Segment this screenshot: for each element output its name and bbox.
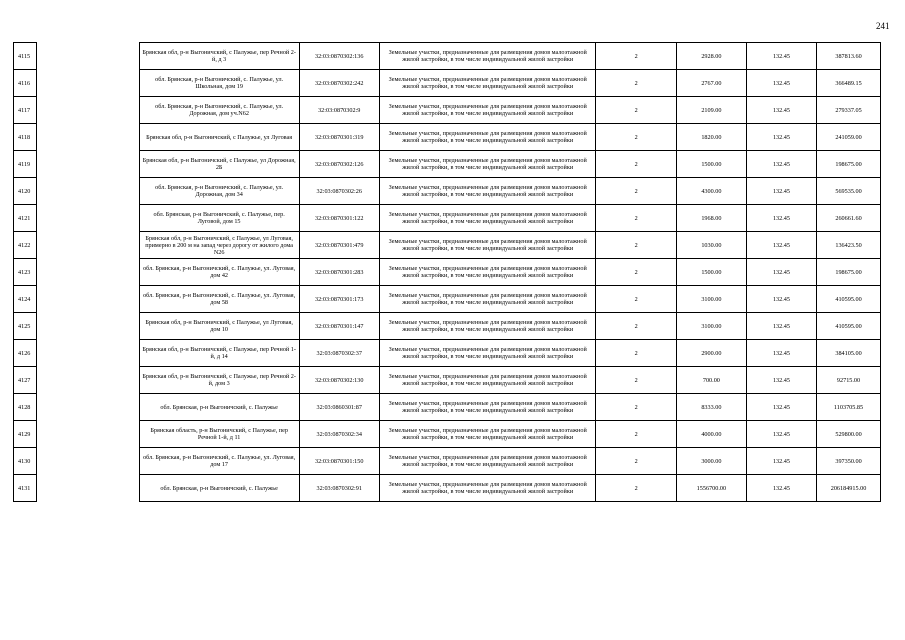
group-cell: 2 xyxy=(596,367,676,394)
cadastral-number-cell: 32:03:0860301:87 xyxy=(299,394,379,421)
land-use-cell: Земельные участки, предназначенные для размещения домов малоэтажной жилой застройки, в том числе индивидуальной жилой застройки xyxy=(379,421,595,448)
cadastral-value-cell: 198675.00 xyxy=(817,259,881,286)
table-row xyxy=(14,205,881,232)
group-cell: 2 xyxy=(596,448,676,475)
address-cell: Брянская обл, р-н Выгоничский, с Палужье, ул Луговая, дом 10 xyxy=(139,313,299,340)
page-number: 241 xyxy=(876,21,890,31)
address-cell: Брянская обл, р-н Выгоничский, с Палужье, пер Речной 2-й, дом 3 xyxy=(139,367,299,394)
land-use-cell: Земельные участки, предназначенные для размещения домов малоэтажной жилой застройки, в том числе индивидуальной жилой застройки xyxy=(379,259,595,286)
group-cell: 2 xyxy=(596,313,676,340)
area-cell: 1968.00 xyxy=(676,205,746,232)
rate-cell: 132.45 xyxy=(746,313,816,340)
address-cell: Брянская обл, р-н Выгоничский, с Палужье, ул Луговая, примерно в 200 м на запад через дорогу от жилого дома N26 xyxy=(139,232,299,259)
table-row xyxy=(14,259,881,286)
table-row xyxy=(14,178,881,205)
table-row xyxy=(14,151,881,178)
group-cell: 2 xyxy=(596,205,676,232)
row-number: 4116 xyxy=(14,70,37,97)
cadastral-number-cell: 32:03:0870301:122 xyxy=(299,205,379,232)
rate-cell: 132.45 xyxy=(746,43,816,70)
empty-cell xyxy=(36,367,139,394)
rate-cell: 132.45 xyxy=(746,97,816,124)
table-row xyxy=(14,70,881,97)
address-cell: Брянская обл, р-н Выгоничский, с Палужье, пер Речной 1-й, д 14 xyxy=(139,340,299,367)
cadastral-value-cell: 241059.00 xyxy=(817,124,881,151)
rate-cell: 132.45 xyxy=(746,259,816,286)
address-cell: Брянская обл, р-н Выгоничский, с Палужье, ул Дорожная, 2Б xyxy=(139,151,299,178)
table-row xyxy=(14,232,881,259)
address-cell: обл. Брянская, р-н Выгоничский, с. Палужье, ул. Луговая, дом 17 xyxy=(139,448,299,475)
area-cell: 2767.00 xyxy=(676,70,746,97)
area-cell: 2928.00 xyxy=(676,43,746,70)
rate-cell: 132.45 xyxy=(746,232,816,259)
group-cell: 2 xyxy=(596,232,676,259)
empty-cell xyxy=(36,151,139,178)
area-cell: 3100.00 xyxy=(676,313,746,340)
cadastral-number-cell: 32:03:0870301:173 xyxy=(299,286,379,313)
empty-cell xyxy=(36,394,139,421)
group-cell: 2 xyxy=(596,151,676,178)
address-cell: обл. Брянская, р-н Выгоничский, с. Палужье, пер. Луговой, дом 15 xyxy=(139,205,299,232)
rate-cell: 132.45 xyxy=(746,151,816,178)
cadastral-value-cell: 206184915.00 xyxy=(817,475,881,502)
rate-cell: 132.45 xyxy=(746,286,816,313)
row-number: 4124 xyxy=(14,286,37,313)
group-cell: 2 xyxy=(596,340,676,367)
empty-cell xyxy=(36,205,139,232)
rate-cell: 132.45 xyxy=(746,367,816,394)
cadastral-value-cell: 384105.00 xyxy=(817,340,881,367)
rate-cell: 132.45 xyxy=(746,475,816,502)
area-cell: 3000.00 xyxy=(676,448,746,475)
cadastral-value-cell: 92715.00 xyxy=(817,367,881,394)
row-number: 4121 xyxy=(14,205,37,232)
area-cell: 1820.00 xyxy=(676,124,746,151)
land-use-cell: Земельные участки, предназначенные для размещения домов малоэтажной жилой застройки, в том числе индивидуальной жилой застройки xyxy=(379,286,595,313)
empty-cell xyxy=(36,448,139,475)
area-cell: 4300.00 xyxy=(676,178,746,205)
table-row xyxy=(14,448,881,475)
rate-cell: 132.45 xyxy=(746,70,816,97)
table-row xyxy=(14,475,881,502)
group-cell: 2 xyxy=(596,394,676,421)
cadastral-value-cell: 569535.00 xyxy=(817,178,881,205)
area-cell: 1556700.00 xyxy=(676,475,746,502)
land-use-cell: Земельные участки, предназначенные для размещения домов малоэтажной жилой застройки, в том числе индивидуальной жилой застройки xyxy=(379,97,595,124)
group-cell: 2 xyxy=(596,70,676,97)
rate-cell: 132.45 xyxy=(746,124,816,151)
cadastral-number-cell: 32:03:0870301:283 xyxy=(299,259,379,286)
address-cell: обл. Брянская, р-н Выгоничский, с. Палужье xyxy=(139,475,299,502)
land-use-cell: Земельные участки, предназначенные для размещения домов малоэтажной жилой застройки, в том числе индивидуальной жилой застройки xyxy=(379,340,595,367)
row-number: 4125 xyxy=(14,313,37,340)
table-row xyxy=(14,313,881,340)
empty-cell xyxy=(36,286,139,313)
cadastral-value-cell: 279337.05 xyxy=(817,97,881,124)
rate-cell: 132.45 xyxy=(746,205,816,232)
rate-cell: 132.45 xyxy=(746,340,816,367)
land-use-cell: Земельные участки, предназначенные для размещения домов малоэтажной жилой застройки, в том числе индивидуальной жилой застройки xyxy=(379,232,595,259)
cadastral-number-cell: 32:03:0870301:479 xyxy=(299,232,379,259)
land-use-cell: Земельные участки, предназначенные для размещения домов малоэтажной жилой застройки, в том числе индивидуальной жилой застройки xyxy=(379,43,595,70)
address-cell: обл. Брянская, р-н Выгоничский, с. Палужье, ул. Луговая, дом 58 xyxy=(139,286,299,313)
table-row xyxy=(14,421,881,448)
row-number: 4131 xyxy=(14,475,37,502)
row-number: 4126 xyxy=(14,340,37,367)
address-cell: Брянская обл, р-н Выгоничский, с Палужье, пер Речной 2-й, д 3 xyxy=(139,43,299,70)
row-number: 4117 xyxy=(14,97,37,124)
table-row xyxy=(14,124,881,151)
group-cell: 2 xyxy=(596,97,676,124)
table-row xyxy=(14,394,881,421)
address-cell: обл. Брянская, р-н Выгоничский, с. Палужье xyxy=(139,394,299,421)
cadastral-value-cell: 1103705.85 xyxy=(817,394,881,421)
rate-cell: 132.45 xyxy=(746,394,816,421)
area-cell: 1500.00 xyxy=(676,259,746,286)
row-number: 4118 xyxy=(14,124,37,151)
cadastral-value-cell: 260661.60 xyxy=(817,205,881,232)
rate-cell: 132.45 xyxy=(746,421,816,448)
row-number: 4127 xyxy=(14,367,37,394)
row-number: 4128 xyxy=(14,394,37,421)
land-use-cell: Земельные участки, предназначенные для размещения домов малоэтажной жилой застройки, в том числе индивидуальной жилой застройки xyxy=(379,475,595,502)
row-number: 4115 xyxy=(14,43,37,70)
rate-cell: 132.45 xyxy=(746,178,816,205)
group-cell: 2 xyxy=(596,124,676,151)
group-cell: 2 xyxy=(596,421,676,448)
land-use-cell: Земельные участки, предназначенные для размещения домов малоэтажной жилой застройки, в том числе индивидуальной жилой застройки xyxy=(379,151,595,178)
row-number: 4123 xyxy=(14,259,37,286)
cadastral-value-cell: 366489.15 xyxy=(817,70,881,97)
table-row xyxy=(14,286,881,313)
address-cell: обл. Брянская, р-н Выгоничский, с. Палужье, ул. Дорожная, дом уч.N62 xyxy=(139,97,299,124)
area-cell: 2109.00 xyxy=(676,97,746,124)
table-row xyxy=(14,43,881,70)
table-row xyxy=(14,340,881,367)
cadastral-number-cell: 32:03:0870302:37 xyxy=(299,340,379,367)
cadastral-number-cell: 32:03:0870301:147 xyxy=(299,313,379,340)
address-cell: Брянская обл, р-н Выгоничский, с Палужье, ул Луговая xyxy=(139,124,299,151)
cadastral-value-cell: 387813.60 xyxy=(817,43,881,70)
rate-cell: 132.45 xyxy=(746,448,816,475)
area-cell: 2900.00 xyxy=(676,340,746,367)
address-cell: обл. Брянская, р-н Выгоничский, с. Палужье, ул. Школьная, дом 19 xyxy=(139,70,299,97)
group-cell: 2 xyxy=(596,178,676,205)
cadastral-number-cell: 32:03:0870302:242 xyxy=(299,70,379,97)
empty-cell xyxy=(36,124,139,151)
cadastral-number-cell: 32:03:0870301:150 xyxy=(299,448,379,475)
cadastral-number-cell: 32:03:0870302:136 xyxy=(299,43,379,70)
land-use-cell: Земельные участки, предназначенные для размещения домов малоэтажной жилой застройки, в том числе индивидуальной жилой застройки xyxy=(379,367,595,394)
cadastral-number-cell: 32:03:0870301:319 xyxy=(299,124,379,151)
cadastral-value-cell: 397350.00 xyxy=(817,448,881,475)
group-cell: 2 xyxy=(596,286,676,313)
cadastral-number-cell: 32:03:0870302:91 xyxy=(299,475,379,502)
empty-cell xyxy=(36,475,139,502)
address-cell: обл. Брянская, р-н Выгоничский, с. Палужье, ул. Луговая, дом 42 xyxy=(139,259,299,286)
empty-cell xyxy=(36,178,139,205)
land-use-cell: Земельные участки, предназначенные для размещения домов малоэтажной жилой застройки, в том числе индивидуальной жилой застройки xyxy=(379,178,595,205)
row-number: 4130 xyxy=(14,448,37,475)
land-use-cell: Земельные участки, предназначенные для размещения домов малоэтажной жилой застройки, в том числе индивидуальной жилой застройки xyxy=(379,448,595,475)
address-cell: обл. Брянская, р-н Выгоничский, с. Палужье, ул. Дорожная, дом 34 xyxy=(139,178,299,205)
cadastral-value-cell: 410595.00 xyxy=(817,313,881,340)
group-cell: 2 xyxy=(596,259,676,286)
area-cell: 8333.00 xyxy=(676,394,746,421)
table-body xyxy=(14,43,881,502)
area-cell: 1500.00 xyxy=(676,151,746,178)
row-number: 4122 xyxy=(14,232,37,259)
empty-cell xyxy=(36,232,139,259)
land-use-cell: Земельные участки, предназначенные для размещения домов малоэтажной жилой застройки, в том числе индивидуальной жилой застройки xyxy=(379,70,595,97)
empty-cell xyxy=(36,97,139,124)
group-cell: 2 xyxy=(596,475,676,502)
land-parcel-table xyxy=(13,42,881,502)
cadastral-number-cell: 32:03:0870302:126 xyxy=(299,151,379,178)
cadastral-value-cell: 136423.50 xyxy=(817,232,881,259)
empty-cell xyxy=(36,421,139,448)
empty-cell xyxy=(36,340,139,367)
cadastral-value-cell: 198675.00 xyxy=(817,151,881,178)
cadastral-number-cell: 32:03:0870302:26 xyxy=(299,178,379,205)
empty-cell xyxy=(36,259,139,286)
land-use-cell: Земельные участки, предназначенные для размещения домов малоэтажной жилой застройки, в том числе индивидуальной жилой застройки xyxy=(379,394,595,421)
cadastral-value-cell: 529800.00 xyxy=(817,421,881,448)
cadastral-number-cell: 32:03:0870302:9 xyxy=(299,97,379,124)
table-row xyxy=(14,367,881,394)
land-use-cell: Земельные участки, предназначенные для размещения домов малоэтажной жилой застройки, в том числе индивидуальной жилой застройки xyxy=(379,124,595,151)
row-number: 4129 xyxy=(14,421,37,448)
row-number: 4119 xyxy=(14,151,37,178)
cadastral-value-cell: 410595.00 xyxy=(817,286,881,313)
land-use-cell: Земельные участки, предназначенные для размещения домов малоэтажной жилой застройки, в том числе индивидуальной жилой застройки xyxy=(379,205,595,232)
area-cell: 3100.00 xyxy=(676,286,746,313)
table-row xyxy=(14,97,881,124)
empty-cell xyxy=(36,313,139,340)
area-cell: 700.00 xyxy=(676,367,746,394)
empty-cell xyxy=(36,70,139,97)
cadastral-number-cell: 32:03:0870302:34 xyxy=(299,421,379,448)
group-cell: 2 xyxy=(596,43,676,70)
area-cell: 1030.00 xyxy=(676,232,746,259)
land-use-cell: Земельные участки, предназначенные для размещения домов малоэтажной жилой застройки, в том числе индивидуальной жилой застройки xyxy=(379,313,595,340)
area-cell: 4000.00 xyxy=(676,421,746,448)
row-number: 4120 xyxy=(14,178,37,205)
cadastral-number-cell: 32:03:0870302:130 xyxy=(299,367,379,394)
empty-cell xyxy=(36,43,139,70)
address-cell: Брянская область, р-н Выгоничский, с Палужье, пер Речной 1-й, д 11 xyxy=(139,421,299,448)
